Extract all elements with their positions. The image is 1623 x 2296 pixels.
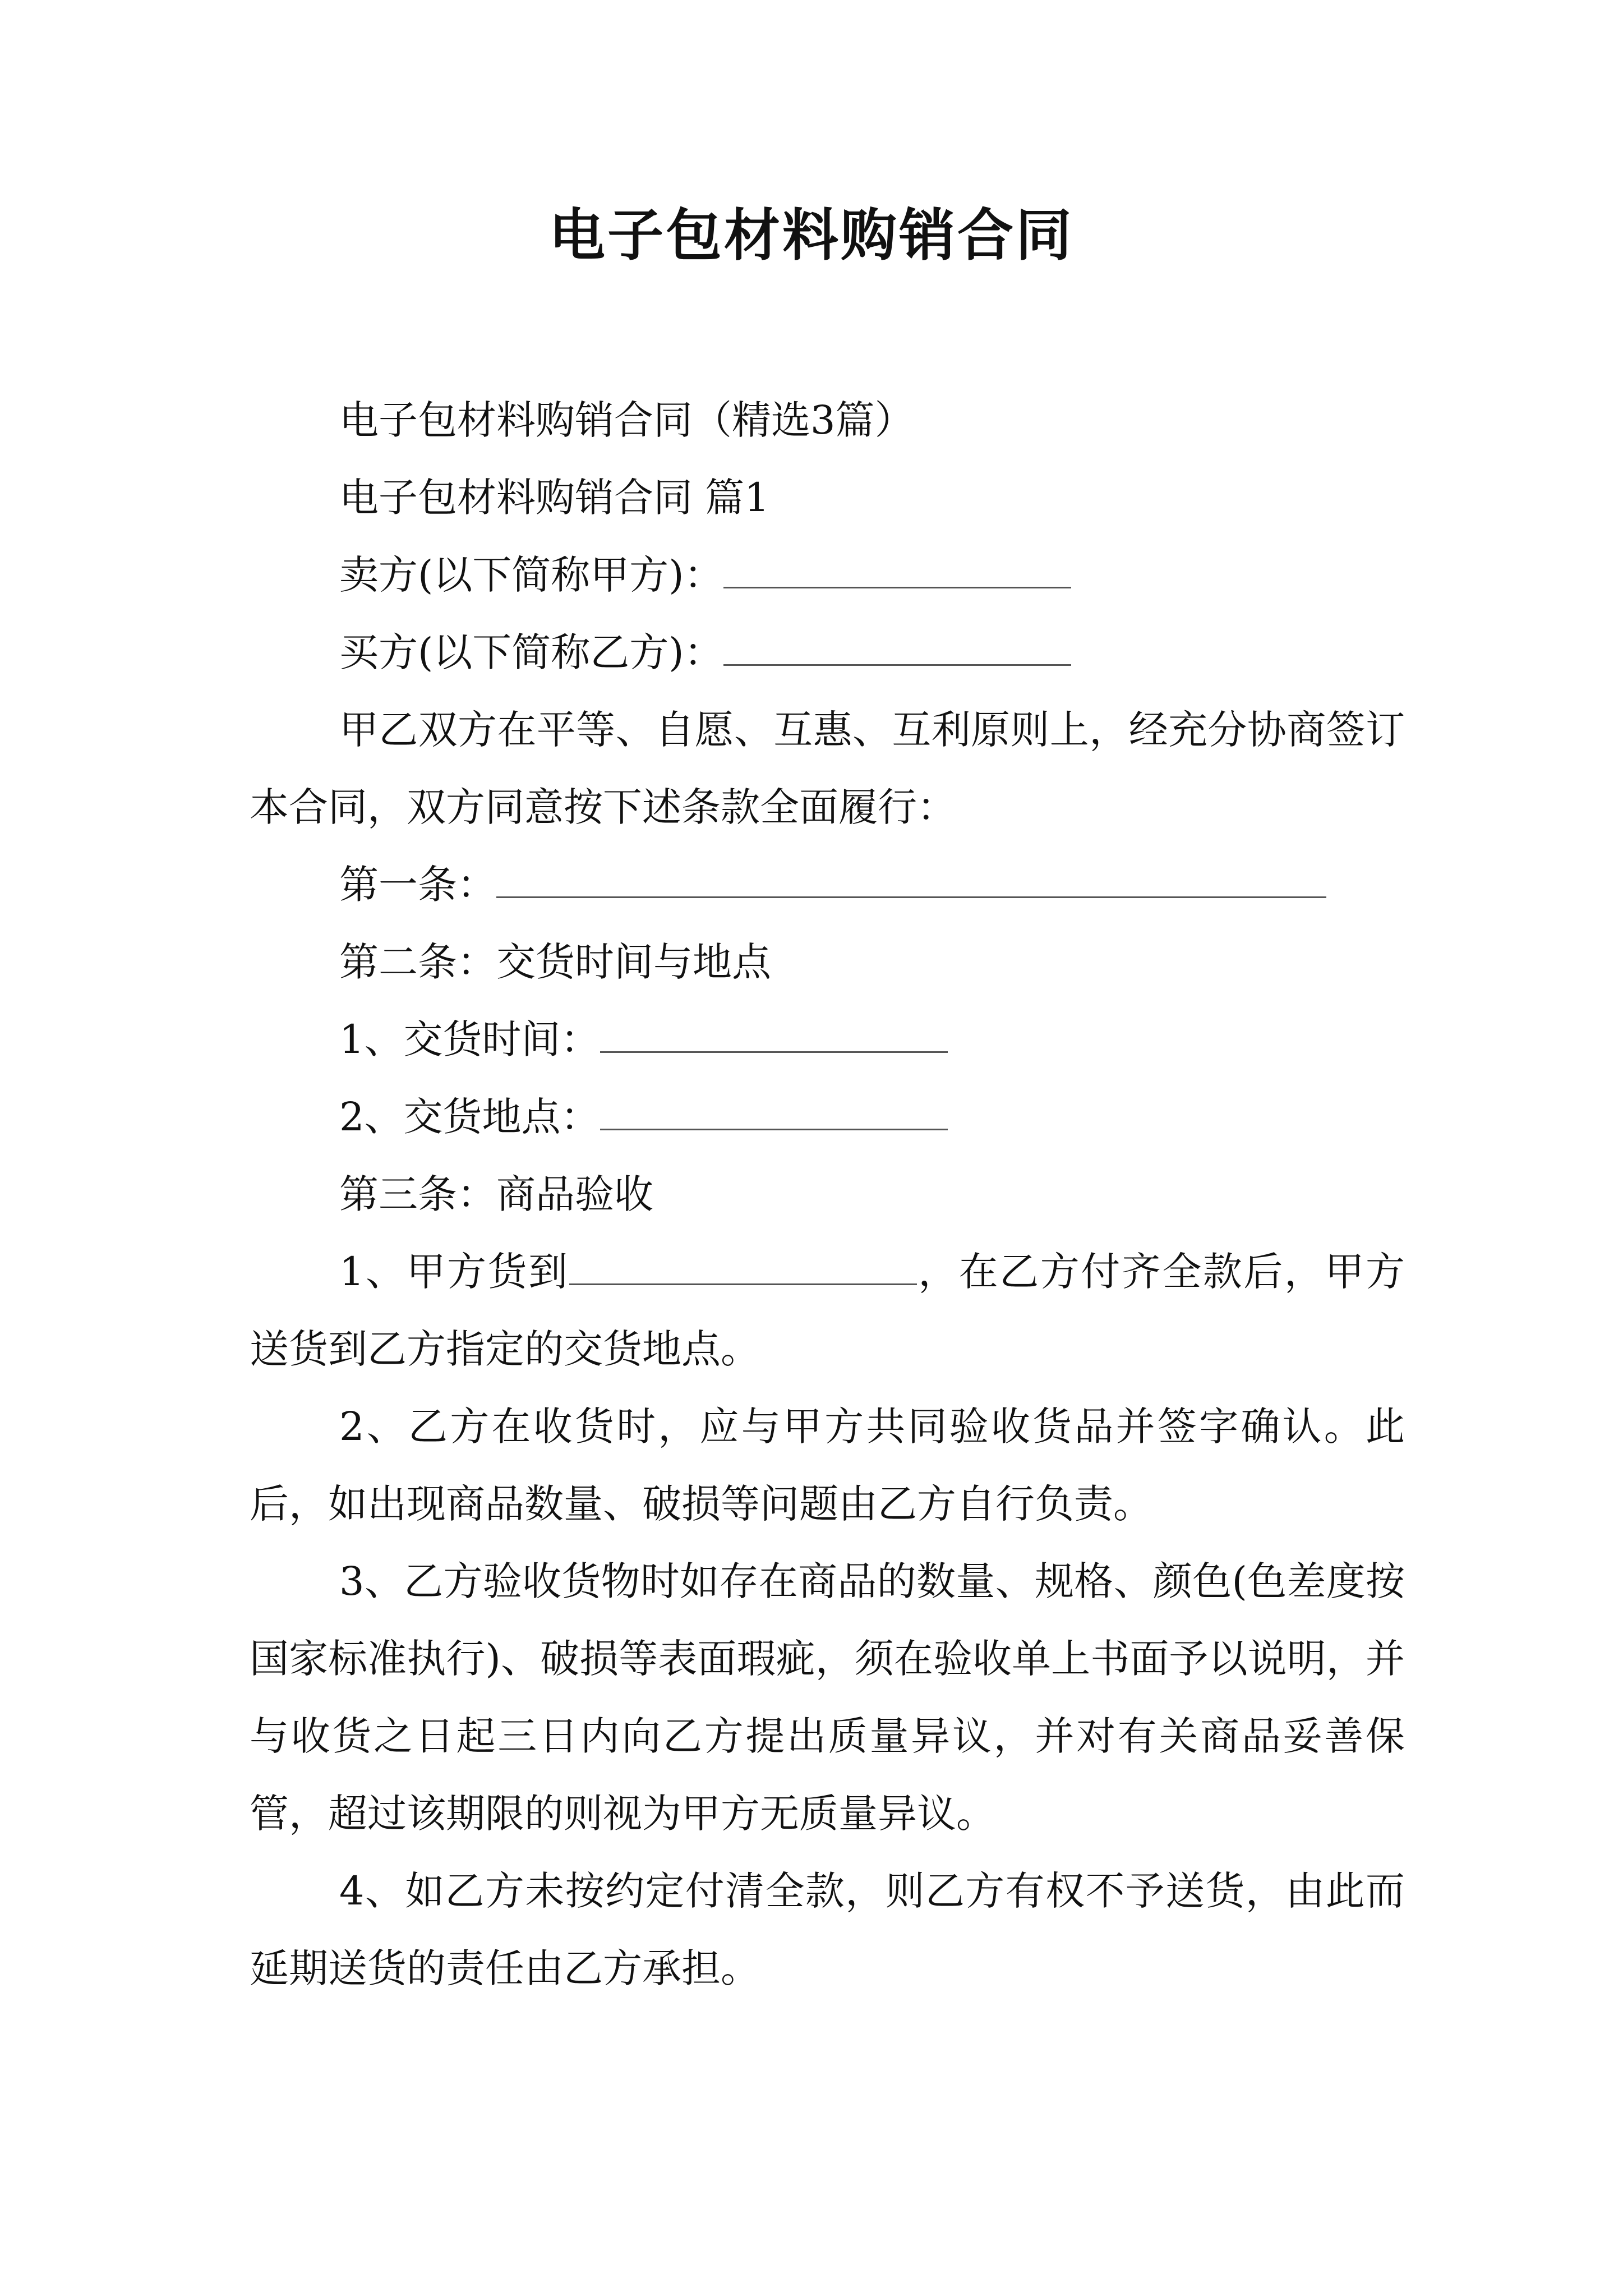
item1-blank xyxy=(569,1244,917,1285)
article1-line xyxy=(250,846,1405,923)
article1-label: 第一条： xyxy=(339,862,496,908)
buyer-blank xyxy=(723,625,1071,666)
item1-after: ，在乙方付齐全款后，甲方送货到乙方指定的交货地点。 xyxy=(250,1249,1405,1372)
item4-paragraph: 4、如乙方未按约定付清全款，则乙方有权不予送货，由此而延期送货的责任由乙方承担。 xyxy=(250,1868,1405,1991)
article1-blank xyxy=(496,857,1326,898)
intro-paragraph: 甲乙双方在平等、自愿、互惠、互利原则上，经充分协商签订本合同，双方同意按下述条款全面履行： xyxy=(250,707,1405,830)
delivery-place-line xyxy=(250,1078,1405,1156)
buyer-line xyxy=(250,614,1405,691)
delivery-place-blank xyxy=(600,1089,948,1130)
delivery-place-label: 2、交货地点： xyxy=(339,1094,600,1140)
subtitle: 电子包材料购销合同（精选3篇） xyxy=(339,397,914,443)
document-title: 电子包材料购销合同 xyxy=(549,203,1074,268)
delivery-time-blank xyxy=(600,1012,948,1053)
item1-paragraph xyxy=(250,1233,1405,1388)
article2-heading: 第二条：交货时间与地点 xyxy=(339,939,771,985)
item2-paragraph: 2、乙方在收货时，应与甲方共同验收货品并签字确认。此后，如出现商品数量、破损等问题由乙方自行负责。 xyxy=(250,1404,1405,1527)
item1-before: 1、甲方货到 xyxy=(339,1249,569,1295)
seller-line xyxy=(250,536,1405,614)
seller-label: 卖方(以下简称甲方)： xyxy=(339,552,723,598)
delivery-time-line xyxy=(250,1001,1405,1078)
document-body xyxy=(250,381,1405,2007)
article3-heading: 第三条：商品验收 xyxy=(339,1171,653,1217)
item3-paragraph: 3、乙方验收货物时如存在商品的数量、规格、颜色(色差度按国家标准执行)、破损等表面瑕疵，须在验收单上书面予以说明，并与收货之日起三日内向乙方提出质量异议，并对有关商品妥善保管，超过该期限的则视为甲方无质量异议。 xyxy=(250,1558,1405,1837)
delivery-time-label: 1、交货时间： xyxy=(339,1016,600,1062)
section-heading: 电子包材料购销合同 篇1 xyxy=(339,475,769,521)
buyer-label: 买方(以下简称乙方)： xyxy=(339,629,723,675)
seller-blank xyxy=(723,547,1071,588)
